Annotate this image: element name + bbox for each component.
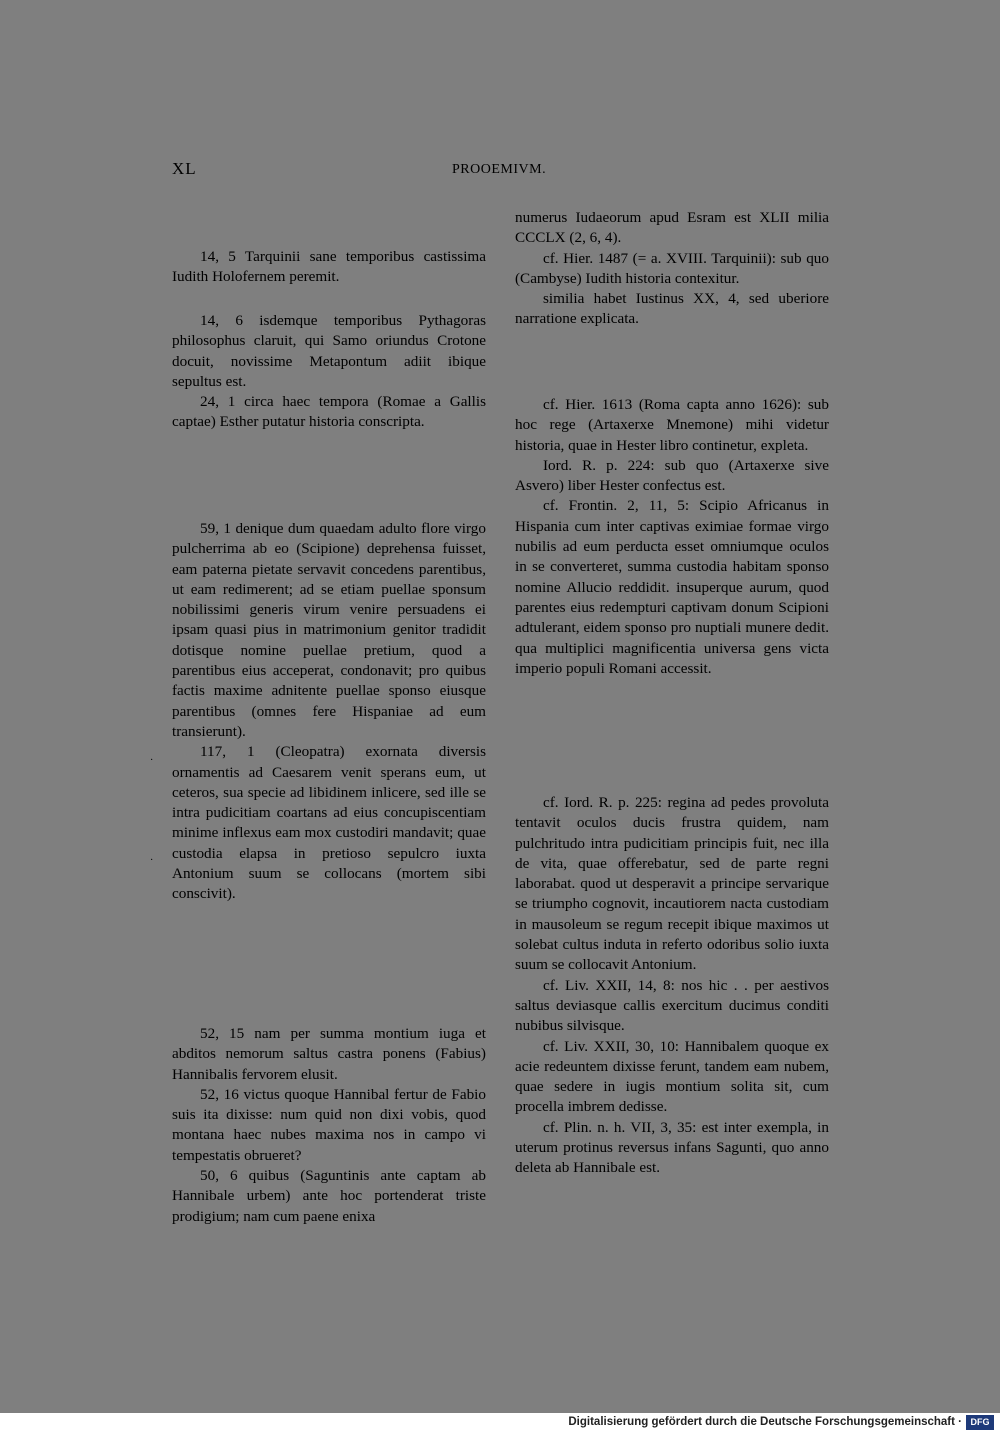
margin-mark: · [150, 855, 154, 866]
left-column-block-1 [172, 247, 486, 288]
right-paragraph: cf. Hier. 1487 (= a. XVIII. Tarquinii): sub quo (Cambyse) Iudith historia contexitur. [515, 249, 829, 287]
running-title: PROOEMIVM. [452, 162, 547, 177]
right-paragraph: cf. Plin. n. h. VII, 3, 35: est inter exempla, in uterum protinus reversus infans Sagunti, quo anno deleta ab Hannibale est. [515, 1118, 829, 1177]
right-column-block-2 [515, 395, 829, 679]
page-number: XL [172, 159, 197, 178]
left-paragraph: 52, 15 nam per summa montium iuga et abditos nemorum saltus castra ponens (Fabius) Hannibalis fervorem elusit. [172, 1025, 486, 1083]
funding-credit: Digitalisierung gefördert durch die Deutsche Forschungsgemeinschaft · [568, 1416, 962, 1428]
right-paragraph: numerus Iudaeorum apud Esram est XLII milia CCCLX (2, 6, 4). [515, 209, 829, 247]
right-paragraph: cf. Iord. R. p. 225: regina ad pedes provoluta tentavit oculos ducis frustra quidem, nam pulchritudo intra pudicitiam principis fuit, nec illa de vita, quae offerebatur, sed de parte regni laborabat. quod ut desperavit a principe servarique se triumpho cognovit, incautiorem nacta custodiam in mausoleum se regum recepit ibique maximos ut solebat cultus induta in referto odoribus solio iuxta suum se collocavit Antonium. [515, 794, 829, 974]
left-paragraph: 50, 6 quibus (Saguntinis ante captam ab Hannibale urbem) ante hoc portenderat triste prodigium; nam cum paene enixa [172, 1167, 486, 1225]
left-column-block-4 [172, 1024, 486, 1227]
right-paragraph: cf. Liv. XXII, 14, 8: nos hic . . per aestivos saltus deviasque callis exercitum ducimus conditi nubibus silvisque. [515, 976, 829, 1035]
right-column-block-1 [515, 208, 829, 330]
footer-bar [0, 1413, 1000, 1434]
left-column-block-2 [172, 311, 486, 433]
left-paragraph: 24, 1 circa haec tempora (Romae a Gallis captae) Esther putatur historia conscripta. [172, 393, 486, 431]
right-column-block-3 [515, 793, 829, 1179]
right-paragraph: similia habet Iustinus XX, 4, sed uberiore narratione explicata. [515, 290, 829, 328]
right-paragraph: cf. Hier. 1613 (Roma capta anno 1626): sub hoc rege (Artaxerxe Mnemone) mihi videtur historia, quae in Hester libro continetur, expleta. [515, 396, 829, 454]
left-paragraph: 117, 1 (Cleopatra) exornata diversis ornamentis ad Caesarem venit sperans eum, ut ceteros, sua specie ad libidinem inlicere, sed ille se intra pudicitiam coartans ad eius concupiscentiam minime inflexus eam mox custodiri mandavit; quae custodia elapsa in pretioso sepulcro iuxta Antonium suum se collocans (mortem sibi conscivit). [172, 743, 486, 903]
right-paragraph: Iord. R. p. 224: sub quo (Artaxerxe sive Asvero) liber Hester confectus est. [515, 456, 829, 495]
dfg-logo-icon: DFG [966, 1415, 994, 1430]
left-paragraph: 14, 6 isdemque temporibus Pythagoras philosophus claruit, qui Samo oriundus Crotone docuit, novissime Metapontum adiit ibique sepultus est. [172, 312, 486, 390]
left-paragraph: 52, 16 victus quoque Hannibal fertur de Fabio suis ita dixisse: num quid non dixi vobis, quod montana haec nubes maxima nos in campo vi tempestatis obrueret? [172, 1085, 486, 1164]
left-paragraph: 59, 1 denique dum quaedam adulto flore virgo pulcherrima ab eo (Scipione) deprehensa fuisset, eam paterna pietate servavit concedens parentibus, ut eam redimerent; ad se etiam puellae sponsum nobilissimi generis virum venire persuadens ei ipsam quasi pius in matrimonium genitor tradidit dotisque nomine puellae pretium, quod a parentibus eius acceperat, condonavit; pro quibus factis maxime adnitente puellae sponso eiusque parentibus (omnes fere Hispaniae ad eum transierunt). [172, 520, 486, 740]
right-paragraph: cf. Liv. XXII, 30, 10: Hannibalem quoque ex acie redeuntem dixisse ferunt, tandem eam nubem, quae sedere in iugis montium solita sit, cum procella imbrem dedisse. [515, 1037, 829, 1116]
left-column-block-3 [172, 519, 486, 905]
right-paragraph: cf. Frontin. 2, 11, 5: Scipio Africanus in Hispania cum inter captivas eximiae formae virgo nubilis ad eum perducta esset omniumque oculos in se converteret, summa custodia habitam sponso nomine Allucio reddidit. insuperque aurum, quod parentes eius redempturi captivam donum Scipioni adtulerant, eidem sponso pro nuptiali munere dedit. qua multiplici magnificentia universa gens victa imperio populi Romani accessit. [515, 497, 829, 677]
left-paragraph: 14, 5 Tarquinii sane temporibus castissima Iudith Holofernem peremit. [172, 248, 486, 286]
margin-mark: · [150, 755, 154, 766]
